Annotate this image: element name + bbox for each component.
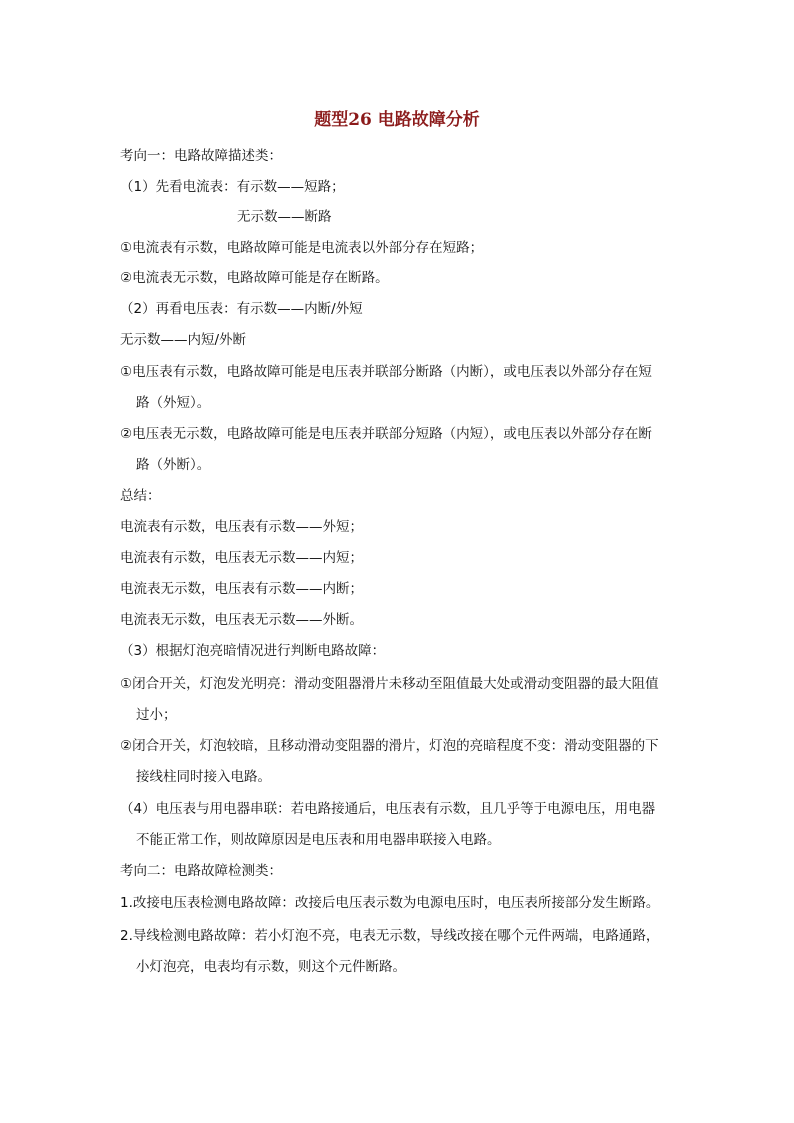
text-line: （3）根据灯泡亮暗情况进行判断电路故障： xyxy=(120,643,386,659)
text-line: 电流表有示数，电压表无示数——内短； xyxy=(120,550,363,566)
text-line: 小灯泡亮，电表均有示数，则这个元件断路。 xyxy=(136,959,406,975)
text-line: 路（外短）。 xyxy=(136,395,211,411)
text-line: ②电压表无示数，电路故障可能是电压表并联部分短路（内短），或电压表以外部分存在断 xyxy=(120,426,652,442)
text-line: ②电流表无示数，电路故障可能是存在断路。 xyxy=(120,270,389,286)
text-line: ②闭合开关，灯泡较暗，且移动滑动变阻器的滑片，灯泡的亮暗程度不变：滑动变阻器的下 xyxy=(120,738,659,754)
page-title: 题型26 电路故障分析 xyxy=(314,110,480,130)
text-line: 接线柱同时接入电路。 xyxy=(136,769,271,785)
text-line: 无示数——内短/外断 xyxy=(120,332,247,348)
text-line: 路（外断）。 xyxy=(136,457,211,473)
text-line: 过小； xyxy=(136,707,177,723)
text-line: 电流表无示数，电压表有示数——内断； xyxy=(120,581,363,597)
text-line: 2.导线检测电路故障：若小灯泡不亮，电表无示数，导线改接在哪个元件两端，电路通路， xyxy=(120,928,660,944)
section-heading: 考向二：电路故障检测类： xyxy=(120,863,282,879)
text-line: （1）先看电流表：有示数——短路； xyxy=(120,179,345,195)
text-line: 不能正常工作，则故障原因是电压表和用电器串联接入电路。 xyxy=(136,832,501,848)
section-heading: 考向一：电路故障描述类： xyxy=(120,148,282,164)
text-line: ①电压表有示数，电路故障可能是电压表并联部分断路（内断），或电压表以外部分存在短 xyxy=(120,364,652,380)
text-line: 无示数——断路 xyxy=(237,209,332,225)
text-line: （2）再看电压表：有示数——内断/外短 xyxy=(120,301,363,317)
text-line: 电流表无示数，电压表无示数——外断。 xyxy=(120,612,363,628)
text-line: ①电流表有示数，电路故障可能是电流表以外部分存在短路； xyxy=(120,240,484,256)
text-line: ①闭合开关，灯泡发光明亮：滑动变阻器滑片未移动至阻值最大处或滑动变阻器的最大阻值 xyxy=(120,676,659,692)
text-line: 电流表有示数，电压表有示数——外短； xyxy=(120,519,363,535)
text-line: 1.改接电压表检测电路故障：改接后电压表示数为电源电压时，电压表所接部分发生断路。 xyxy=(120,895,660,911)
text-line: （4）电压表与用电器串联：若电路接通后，电压表有示数，且几乎等于电源电压，用电器 xyxy=(120,801,656,817)
section-heading: 总结： xyxy=(120,488,161,504)
